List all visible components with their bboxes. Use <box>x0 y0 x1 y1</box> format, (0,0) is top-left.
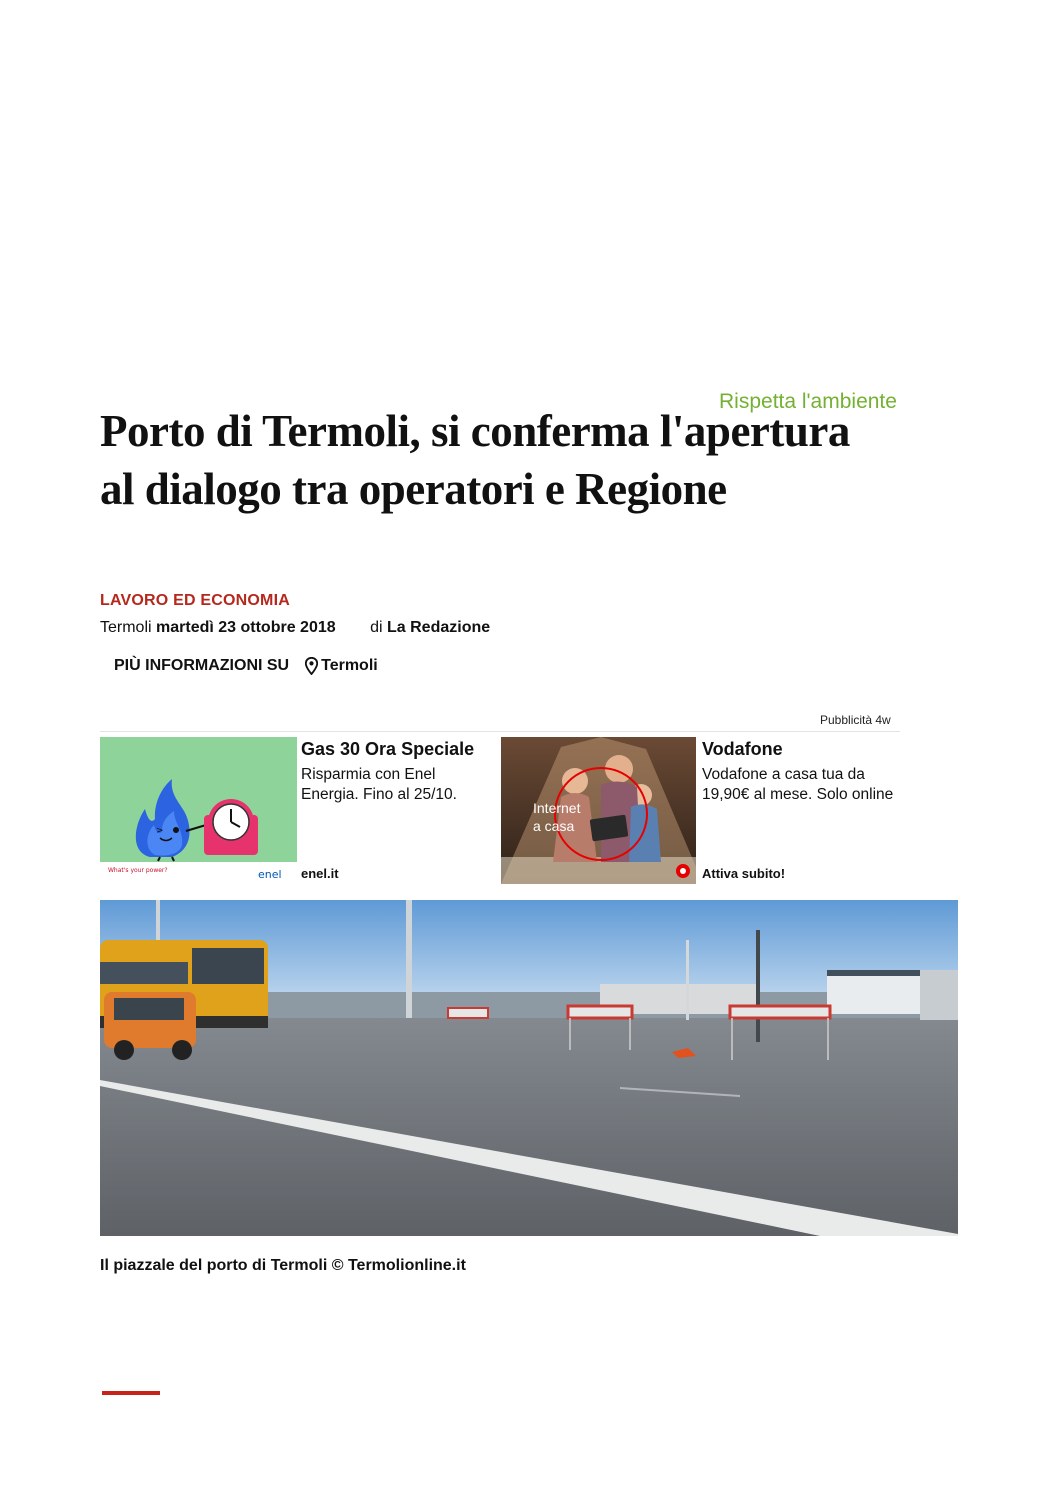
ad-description[interactable]: Vodafone a casa tua da 19,90€ al mese. Solo online <box>702 766 894 803</box>
article-photo <box>100 900 958 1236</box>
ad-text-vodafone[interactable] <box>702 737 897 805</box>
section-accent-bar <box>102 1391 160 1395</box>
category-link[interactable]: LAVORO ED ECONOMIA <box>100 592 290 609</box>
enel-logo: enel <box>258 868 282 881</box>
ad-thumbnail-vodafone[interactable] <box>501 737 696 884</box>
ad-description[interactable]: Risparmia con Enel Energia. Fino al 25/10. <box>301 766 457 803</box>
ad-thumb-tagline: What's your power? <box>108 867 168 874</box>
ad-headline[interactable]: Gas 30 Ora Speciale <box>301 739 475 759</box>
ad-thumb-text-2: a casa <box>533 818 575 834</box>
ad-text-enel[interactable] <box>301 737 496 805</box>
map-pin-icon <box>305 657 318 675</box>
ad-label: Pubblicità 4w <box>820 713 891 727</box>
sponsored-ad-vodafone[interactable] <box>501 737 901 884</box>
article-meta <box>100 619 490 637</box>
tag-link-termoli[interactable]: Termoli <box>321 657 378 674</box>
article-date: martedì 23 ottobre 2018 <box>156 619 336 636</box>
ad-headline[interactable]: Vodafone <box>702 739 783 759</box>
ad-divider <box>100 731 900 732</box>
more-info-tags <box>114 657 378 675</box>
article-title: Porto di Termoli, si conferma l'apertura al dialogo tra operatori e Regione <box>100 406 850 514</box>
tags-label: PIÙ INFORMAZIONI SU <box>114 657 290 674</box>
eco-message: Rispetta l'ambiente <box>719 390 897 413</box>
ad-thumb-text-1: Internet <box>533 800 581 816</box>
ad-source[interactable]: enel.it <box>301 866 339 881</box>
ad-cta[interactable]: Attiva subito! <box>702 866 786 881</box>
author-prefix: di <box>370 619 383 636</box>
author-link[interactable]: La Redazione <box>387 619 491 636</box>
ad-thumbnail-enel[interactable] <box>100 737 297 884</box>
article-location: Termoli <box>100 619 152 636</box>
photo-caption: Il piazzale del porto di Termoli © Termolionline.it <box>100 1257 466 1274</box>
svg-text:>: > <box>156 826 164 836</box>
sponsored-ad-enel[interactable] <box>100 737 500 884</box>
